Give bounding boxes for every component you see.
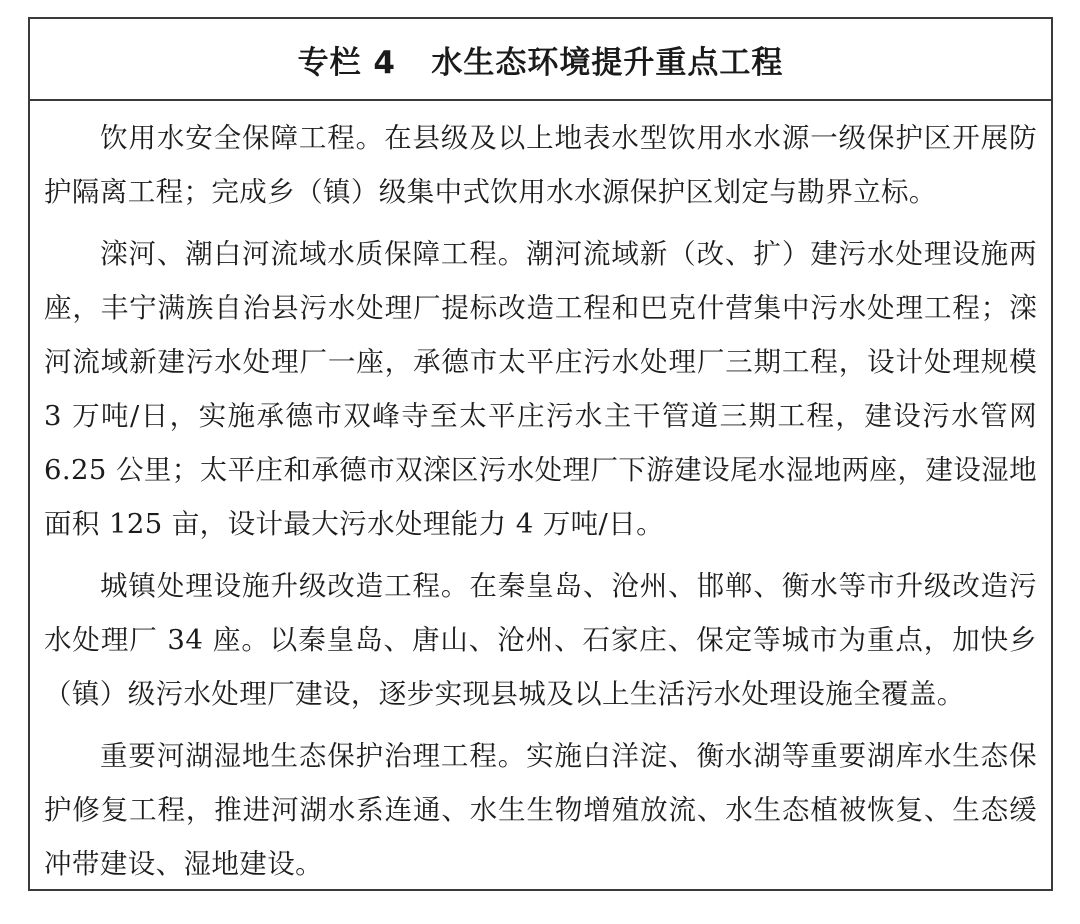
paragraph-urban-facilities: 城镇处理设施升级改造工程。在秦皇岛、沧州、邯郸、衡水等市升级改造污水处理厂 34 座。以秦皇岛、唐山、沧州、石家庄、保定等城市为重点，加快乡（镇）级污水处理厂建设，逐步实现县城及以上生活污水处理设施全覆盖。 — [44, 570, 1037, 710]
feature-panel — [28, 17, 1053, 891]
paragraph-drinking-water: 饮用水安全保障工程。在县级及以上地表水型饮用水水源一级保护区开展防护隔离工程；完成乡（镇）级集中式饮用水水源保护区划定与勘界立标。 — [44, 122, 1037, 208]
panel-title: 专栏 4 水生态环境提升重点工程 — [297, 44, 784, 81]
paragraph-wetland-protection: 重要河湖湿地生态保护治理工程。实施白洋淀、衡水湖等重要湖库水生态保护修复工程，推进河湖水系连通、水生生物增殖放流、水生态植被恢复、生态缓冲带建设、湿地建设。 — [44, 740, 1037, 880]
panel-body — [30, 101, 1051, 891]
paragraph-river-basin: 滦河、潮白河流域水质保障工程。潮河流域新（改、扩）建污水处理设施两座，丰宁满族自治县污水处理厂提标改造工程和巴克什营集中污水处理工程；滦河流域新建污水处理厂一座，承德市太平庄污水处理厂三期工程，设计处理规模 3 万吨/日，实施承德市双峰寺至太平庄污水主干管道三期工程，建设污水管网 6.25 公里；太平庄和承德市双滦区污水处理厂下游建设尾水湿地两座，建设湿地面积 125 亩，设计最大污水处理能力 4 万吨/日。 — [44, 238, 1037, 540]
panel-header — [30, 19, 1051, 101]
